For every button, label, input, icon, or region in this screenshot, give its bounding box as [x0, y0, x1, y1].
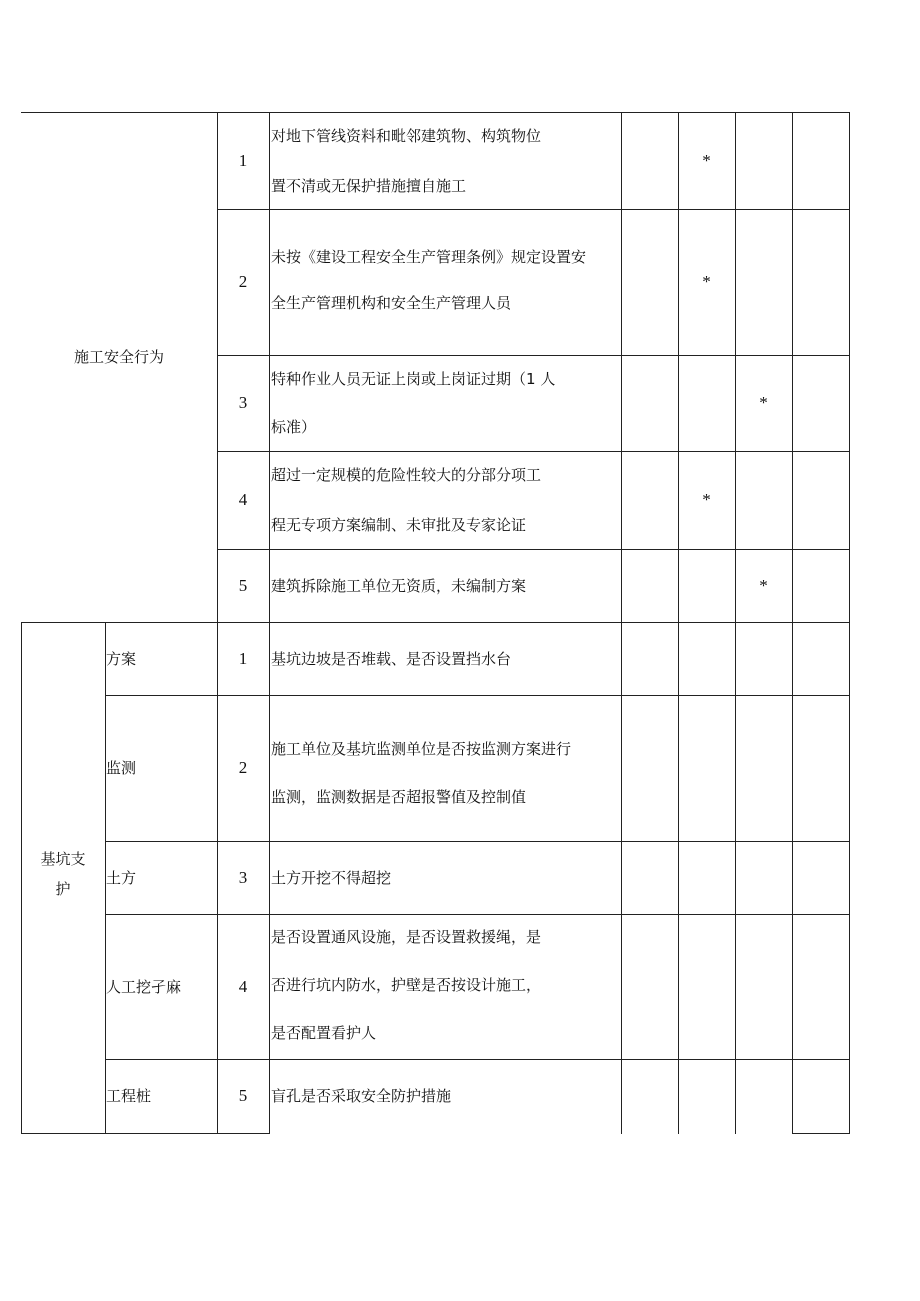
check-mark: *	[759, 575, 768, 595]
row-description: 施工单位及基坑监测单位是否按监测方案进行 监测，监测数据是否超报警值及控制值	[271, 740, 572, 806]
subcategory-label: 人工挖孑麻	[106, 977, 182, 996]
subcategory-label: 工程桩	[106, 1087, 152, 1105]
category-label-line1: 基坑支	[40, 849, 86, 868]
row-description: 基坑边坡是否堆载、是否设置挡水台	[271, 649, 512, 668]
subcategory-label: 土方	[106, 868, 137, 887]
row-description: 盲孔是否采取安全防护措施	[271, 1087, 452, 1105]
row-number: 1	[238, 150, 248, 170]
check-mark: *	[702, 150, 711, 170]
row-number: 1	[238, 648, 248, 668]
check-mark: *	[759, 393, 768, 412]
row-description: 特种作业人员无证上岗或上岗证过期（1 人 标准）	[271, 370, 556, 436]
row-description: 超过一定规模的危险性较大的分部分项工 程无专项方案编制、未审批及专家论证	[271, 466, 542, 534]
table-line	[21, 1133, 269, 1134]
category-cell	[21, 112, 217, 622]
row-description: 土方开挖不得超挖	[271, 868, 392, 887]
check-mark: *	[702, 490, 711, 509]
table-line	[792, 1133, 850, 1134]
row-description: 是否设置通风设施，是否设置救援绳，是 否进行坑内防水，护壁是否按设计施工， 是否配置看护人	[271, 927, 542, 1042]
subcategory-label: 方案	[106, 649, 137, 668]
table-line	[735, 112, 736, 1134]
table-line	[849, 112, 850, 1134]
row-description: 对地下管线资料和毗邻建筑物、构筑物位 置不清或无保护措施擅自施工	[271, 126, 542, 195]
row-number: 3	[238, 867, 248, 887]
category-label: 施工安全行为	[73, 348, 164, 366]
check-mark: *	[702, 272, 711, 291]
row-number: 4	[238, 976, 248, 996]
row-number: 2	[238, 758, 248, 777]
subcategory-label: 监测	[106, 759, 137, 777]
table-line	[621, 112, 622, 1134]
row-number: 3	[238, 393, 248, 412]
row-description: 未按《建设工程安全生产管理条例》规定设置安 全生产管理机构和安全生产管理人员	[271, 248, 587, 312]
row-number: 4	[238, 490, 248, 509]
row-description: 建筑拆除施工单位无资质，未编制方案	[271, 576, 527, 595]
category-label-line2: 护	[55, 879, 71, 898]
row-number: 2	[238, 272, 248, 291]
row-number: 5	[238, 1086, 248, 1105]
table-line	[792, 112, 793, 1134]
category-cell	[21, 622, 105, 1133]
row-number: 5	[238, 575, 248, 595]
